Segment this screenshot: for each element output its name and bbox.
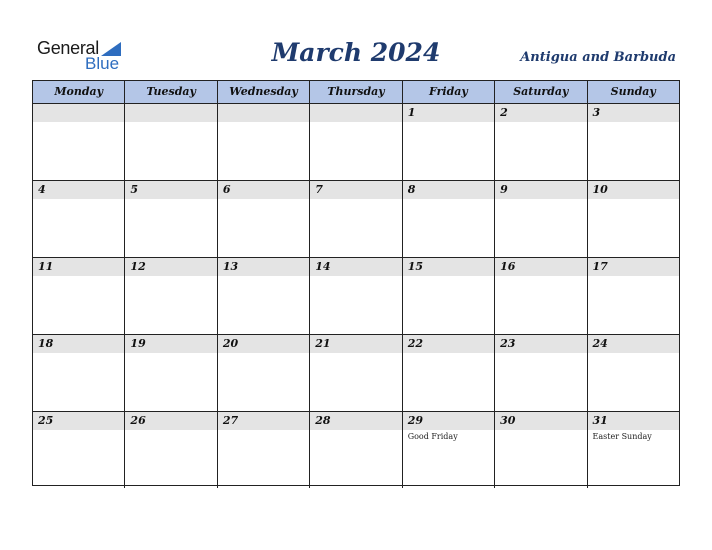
day-number-band	[125, 181, 216, 199]
month-calendar	[32, 80, 680, 486]
day-number-band	[33, 104, 124, 122]
day-number-band	[310, 104, 401, 122]
day-number: 15	[407, 260, 423, 273]
day-cell	[588, 258, 679, 334]
day-cell	[403, 181, 495, 257]
weekday-wednesday: Wednesday	[218, 81, 310, 103]
day-number-band	[495, 412, 586, 430]
day-number: 9	[500, 183, 508, 196]
day-number: 11	[38, 260, 54, 273]
day-number: 8	[407, 183, 416, 196]
day-number-band	[588, 258, 679, 276]
day-number: 26	[130, 414, 146, 427]
day-cell	[588, 335, 679, 411]
day-number-band	[588, 181, 679, 199]
day-number: 21	[315, 337, 331, 350]
day-cell	[310, 335, 402, 411]
day-cell	[33, 412, 125, 488]
day-number-band	[125, 412, 216, 430]
day-number: 17	[592, 260, 608, 273]
day-number-band	[33, 335, 124, 353]
day-number-band	[495, 258, 586, 276]
day-cell	[218, 258, 310, 334]
day-cell	[310, 412, 402, 488]
day-number-band	[218, 258, 309, 276]
day-cell	[33, 335, 125, 411]
day-number-band	[403, 181, 494, 199]
day-cell	[310, 181, 402, 257]
day-number: 13	[222, 260, 239, 273]
calendar-weeks	[33, 104, 679, 488]
day-cell	[125, 258, 217, 334]
day-number-band	[125, 104, 216, 122]
week-row	[33, 335, 679, 412]
day-number-band	[588, 335, 679, 353]
day-cell	[33, 181, 125, 257]
country-name: Antigua and Barbuda	[520, 50, 676, 65]
day-cell-empty	[33, 104, 125, 180]
day-number-band	[218, 412, 309, 430]
day-number-band	[33, 181, 124, 199]
day-number: 1	[407, 106, 416, 119]
day-cell	[495, 335, 587, 411]
logo-text-general: General	[37, 38, 99, 58]
day-number: 14	[315, 260, 331, 273]
day-number: 31	[592, 414, 608, 427]
day-cell-empty	[125, 104, 217, 180]
day-number-band	[33, 258, 124, 276]
day-cell	[403, 412, 495, 488]
day-number: 27	[222, 414, 239, 427]
day-cell	[588, 181, 679, 257]
day-cell	[125, 181, 217, 257]
weekday-saturday: Saturday	[495, 81, 587, 103]
weekday-sunday: Sunday	[610, 85, 656, 98]
holiday-label: Easter Sunday	[592, 432, 652, 441]
day-number-band	[588, 104, 679, 122]
day-cell	[495, 412, 587, 488]
day-number-band	[403, 335, 494, 353]
day-cell	[588, 104, 679, 180]
day-cell	[218, 335, 310, 411]
day-number: 3	[592, 106, 601, 119]
calendar-title: March 2024	[271, 38, 441, 67]
day-number: 5	[130, 183, 139, 196]
weekday-monday: Monday	[33, 81, 125, 103]
day-number: 25	[38, 414, 54, 427]
day-cell	[218, 181, 310, 257]
day-number-band	[125, 335, 216, 353]
day-cell	[310, 258, 402, 334]
weekday-header-row	[33, 81, 679, 104]
day-number: 24	[592, 337, 608, 350]
day-number-band	[218, 335, 309, 353]
day-cell-empty	[310, 104, 402, 180]
week-row	[33, 258, 679, 335]
day-number: 2	[500, 106, 508, 119]
day-number-band	[495, 181, 586, 199]
day-number: 20	[222, 337, 239, 350]
day-cell	[33, 258, 125, 334]
day-number: 18	[38, 337, 54, 350]
day-number: 28	[315, 414, 331, 427]
day-number-band	[403, 258, 494, 276]
day-number: 22	[407, 337, 423, 350]
day-number-band	[403, 412, 494, 430]
day-number-band	[125, 258, 216, 276]
day-number-band	[218, 181, 309, 199]
day-cell-empty	[218, 104, 310, 180]
weekday-friday: Friday	[403, 81, 495, 103]
day-number: 6	[222, 183, 231, 196]
week-row	[33, 412, 679, 488]
day-cell	[403, 335, 495, 411]
logo-text-blue: Blue	[85, 54, 120, 73]
day-number-band	[218, 104, 309, 122]
day-number-band	[33, 412, 124, 430]
day-number: 10	[592, 183, 608, 196]
day-number-band	[310, 335, 401, 353]
day-number: 30	[500, 414, 516, 427]
generalblue-logo	[37, 38, 137, 74]
day-number: 12	[130, 260, 146, 273]
day-number: 4	[38, 183, 46, 196]
day-number-band	[310, 258, 401, 276]
holiday-label: Good Friday	[407, 432, 458, 441]
day-number-band	[495, 335, 586, 353]
day-number: 19	[130, 337, 146, 350]
day-cell	[403, 104, 495, 180]
day-cell	[125, 412, 217, 488]
day-number: 16	[500, 260, 516, 273]
day-number-band	[495, 104, 586, 122]
day-cell	[495, 104, 587, 180]
day-number: 7	[315, 183, 323, 196]
day-cell	[125, 335, 217, 411]
weekday-tuesday: Tuesday	[125, 81, 217, 103]
day-number-band	[588, 412, 679, 430]
week-row	[33, 181, 679, 258]
day-number-band	[310, 412, 401, 430]
day-cell	[218, 412, 310, 488]
day-cell	[495, 181, 587, 257]
week-row	[33, 104, 679, 181]
day-number: 29	[407, 414, 423, 427]
day-cell	[495, 258, 587, 334]
day-cell	[403, 258, 495, 334]
day-number-band	[403, 104, 494, 122]
day-number: 23	[500, 337, 516, 350]
day-cell	[588, 412, 679, 488]
day-number-band	[310, 181, 401, 199]
weekday-thursday: Thursday	[310, 81, 402, 103]
